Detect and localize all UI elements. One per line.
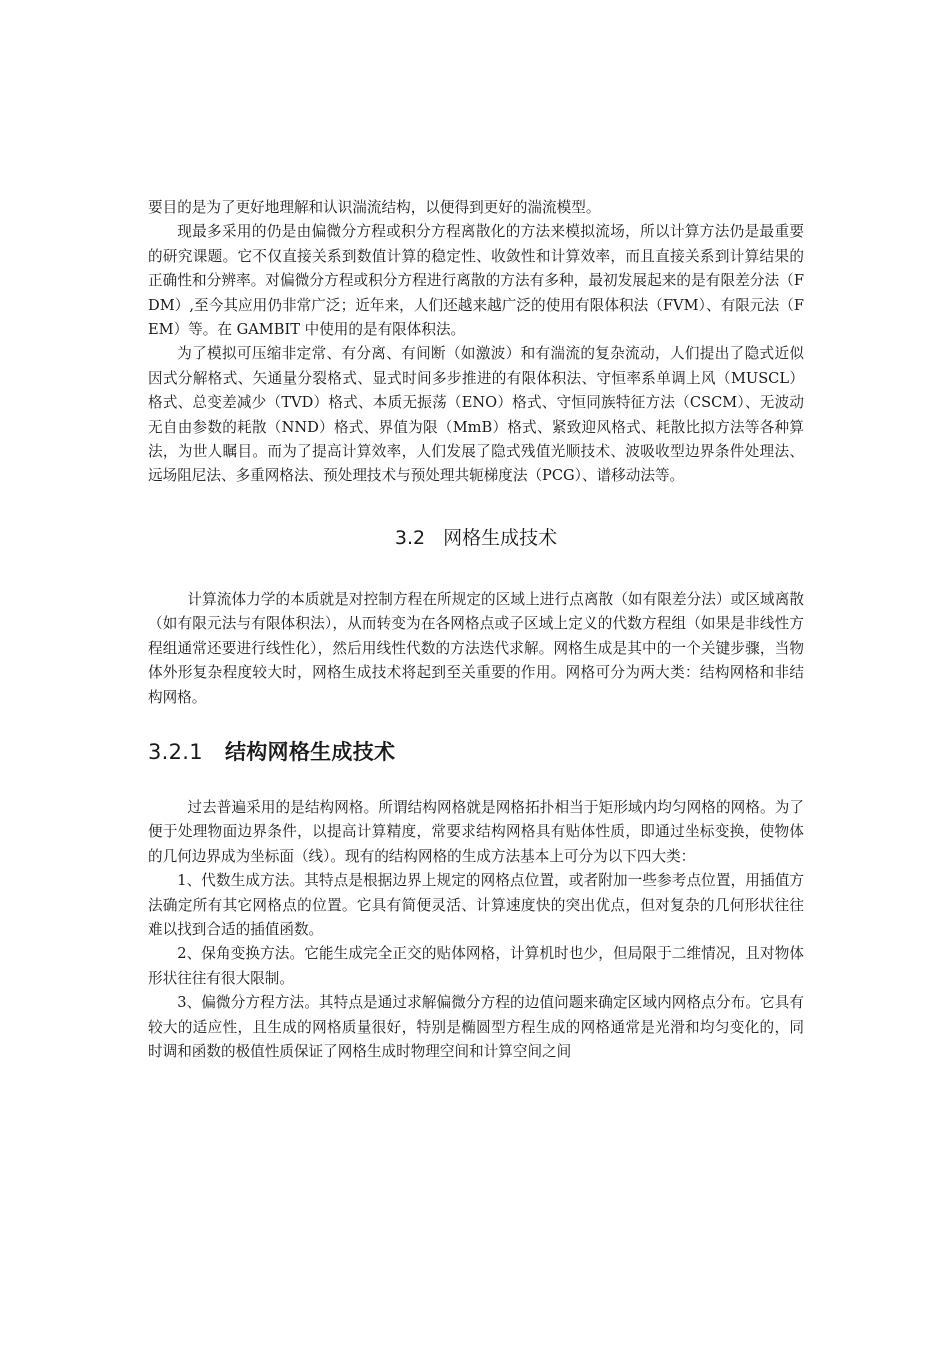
list-item-conformal-mapping: 2、保角变换方法。它能生成完全正交的贴体网格，计算机时也少，但局限于二维情况，且对物体形状往往有很大限制。 (148, 945, 804, 987)
paragraph-turbulence-model-end: 要目的是为了更好地理解和认识湍流结构，以便得到更好的湍流模型。 (148, 199, 601, 216)
section-number: 3.2 (394, 526, 426, 549)
paragraph-discretization-methods: 现最多采用的仍是由偏微分方程或积分方程离散化的方法来模拟流场，所以计算方法仍是最重要的研究课题。它不仅直接关系到数值计算的稳定性、收敛性和计算效率，而且直接关系到计算结果的正确性和分辨率。对偏微分方程或积分方程进行离散的方法有多种，最初发展起来的是有限差分法（FDM）,至今其应用仍非常广泛；近年来，人们还越来越广泛的使用有限体积法（FVM）、有限元法（FEM）等。在 GAMBIT 中使用的是有限体积法。 (148, 223, 804, 339)
list-item-pde-method: 3、偏微分方程方法。其特点是通过求解偏微分方程的边值问题来确定区域内网格点分布。它具有较大的适应性，且生成的网格质量很好，特别是椭圆型方程生成的网格通常是光滑和均匀变化的，同时调和函数的极值性质保证了网格生成时物理空间和计算空间之间 (148, 994, 804, 1060)
list-item-algebraic-method: 1、代数生成方法。其特点是根据边界上规定的网格点位置，或者附加一些参考点位置，用插值方法确定所有其它网格点的位置。它具有简便灵活、计算速度快的突出优点，但对复杂的几何形状往往难以找到合适的插值函数。 (148, 872, 804, 938)
subsection-title: 结构网格生成技术 (224, 739, 396, 764)
subsection-heading-3-2-1 (148, 736, 804, 766)
paragraph-numerical-schemes: 为了模拟可压缩非定常、有分离、有间断（如激波）和有湍流的复杂流动，人们提出了隐式近似因式分解格式、矢通量分裂格式、显式时间多步推进的有限体积法、守恒率系单调上风（MUSCL）格式、总变差减少（TVD）格式、本质无振荡（ENO）格式、守恒同族特征方法（CSCM）、无波动无自由参数的耗散（NND）格式、界值为限（MmB）格式、紧致迎风格式、耗散比拟方法等各种算法，为世人瞩目。而为了提高计算效率，人们发展了隐式残值光顺技术、波吸收型边界条件处理法、远场阻尼法、多重网格法、预处理技术与预处理共轭梯度法（PCG）、谱移动法等。 (148, 345, 804, 485)
paragraph-structured-mesh-intro: 过去普遍采用的是结构网格。所谓结构网格就是网格拓扑相当于矩形域内均匀网格的网格。为了便于处理物面边界条件，以提高计算精度，常要求结构网格具有贴体性质，即通过坐标变换，使物体的几何边界成为坐标面（线）。现有的结构网格的生成方法基本上可分为以下四大类： (148, 798, 804, 865)
section-title: 网格生成技术 (443, 526, 558, 549)
section-heading-3-2 (148, 523, 804, 550)
page-content (148, 196, 804, 1064)
paragraph-mesh-generation-intro: 计算流体力学的本质就是对控制方程在所规定的区域上进行点离散（如有限差分法）或区域离散（如有限元法与有限体积法），从而转变为在各网格点或子区域上定义的代数方程组（如果是非线性方程组通常还要进行线性化），然后用线性代数的方法迭代求解。网格生成是其中的一个关键步骤，当物体外形复杂程度较大时，网格生成技术将起到至关重要的作用。网格可分为两大类：结构网格和非结构网格。 (148, 590, 804, 706)
subsection-number: 3.2.1 (148, 739, 203, 764)
